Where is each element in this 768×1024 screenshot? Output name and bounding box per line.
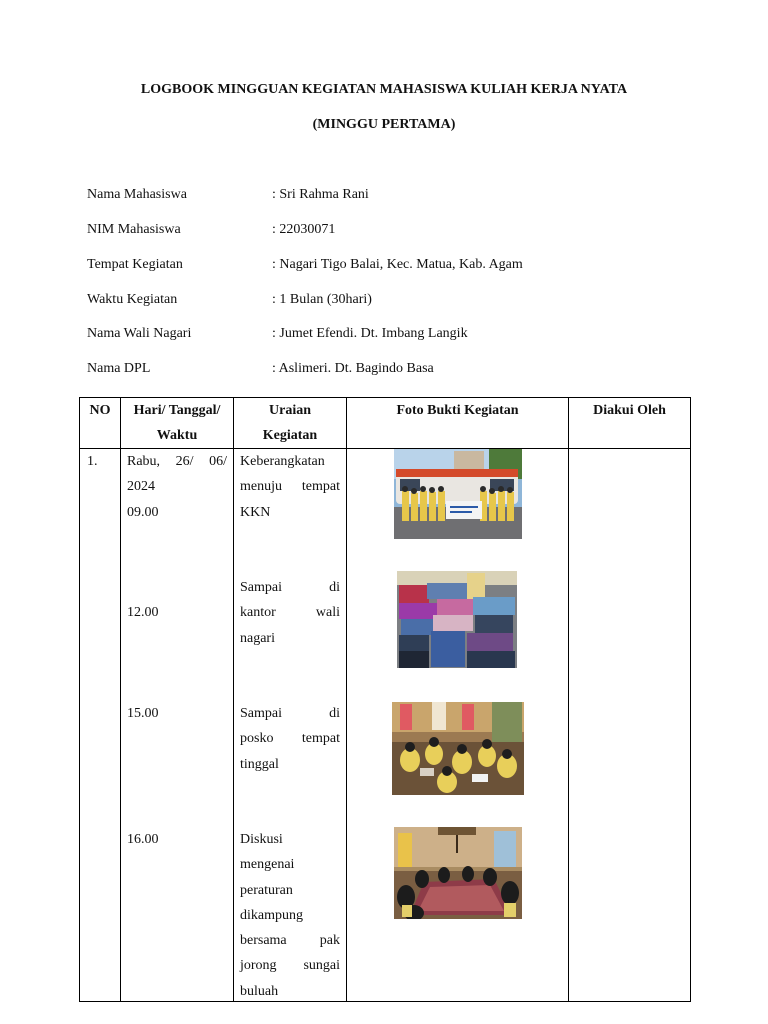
info-row-tempat: [87, 257, 727, 277]
info-row-dpl: [87, 361, 727, 381]
header-photo: Foto Bukti Kegiatan: [347, 398, 569, 449]
cell-approved-by: [569, 449, 691, 1002]
time-1200: 12.00: [127, 605, 159, 620]
time-1600: 16.00: [127, 832, 159, 847]
photo-discussion-meeting: [394, 827, 522, 919]
table-row: [80, 449, 691, 1002]
photo-departure-bus-group: [394, 449, 522, 539]
cell-date-time: [121, 449, 234, 1002]
info-label: NIM Mahasiswa: [87, 222, 181, 237]
info-label: Waktu Kegiatan: [87, 292, 178, 307]
time-0900: 09.00: [127, 504, 159, 520]
info-label: Nama Mahasiswa: [87, 187, 187, 202]
row-number: 1.: [87, 454, 98, 469]
logbook-table: [79, 397, 691, 1002]
header-no: NO: [80, 398, 121, 449]
info-value: : 1 Bulan (30hari): [272, 292, 372, 307]
header-date: Hari/ Tanggal/ Waktu: [121, 398, 234, 449]
cell-no: [80, 449, 121, 1002]
info-label: Tempat Kegiatan: [87, 257, 183, 272]
photo-luggage-at-office: [397, 571, 517, 668]
page-title: LOGBOOK MINGGUAN KEGIATAN MAHASISWA KULIAH KERJA NYATA: [140, 82, 628, 97]
info-value: : Aslimeri. Dt. Bagindo Basa: [272, 361, 434, 376]
cell-description: [234, 449, 347, 1002]
activity-desc-2: Sampai di posko tempat tinggal: [240, 706, 340, 772]
info-label: Nama Wali Nagari: [87, 326, 192, 341]
activity-desc-1: Sampai di kantor wali nagari: [240, 580, 340, 646]
info-row-nim: [87, 222, 727, 242]
photo-group-at-posko: [392, 702, 524, 795]
header-description: Uraian Kegiatan: [234, 398, 347, 449]
info-row-waktu: [87, 292, 727, 312]
header-approved-by: Diakui Oleh: [569, 398, 691, 449]
info-value: : Sri Rahma Rani: [272, 187, 369, 202]
info-row-nama-mahasiswa: [87, 187, 727, 207]
info-label: Nama DPL: [87, 361, 151, 376]
info-value: : 22030071: [272, 222, 336, 237]
page-subtitle: (MINGGU PERTAMA): [312, 117, 456, 132]
info-value: : Jumet Efendi. Dt. Imbang Langik: [272, 326, 468, 341]
cell-photos: [347, 449, 569, 1002]
activity-desc-0: Keberangkatan menuju tempat KKN: [240, 454, 340, 520]
table-header-row: [80, 398, 691, 449]
activity-desc-3: Diskusi mengenai peraturan dikampung bersama pak jorong sungai buluah: [240, 832, 340, 999]
info-value: : Nagari Tigo Balai, Kec. Matua, Kab. Agam: [272, 257, 523, 272]
row-date: Rabu, 26/ 06/ 2024 09.00: [127, 449, 227, 525]
info-row-wali-nagari: [87, 326, 727, 346]
time-1500: 15.00: [127, 706, 159, 721]
